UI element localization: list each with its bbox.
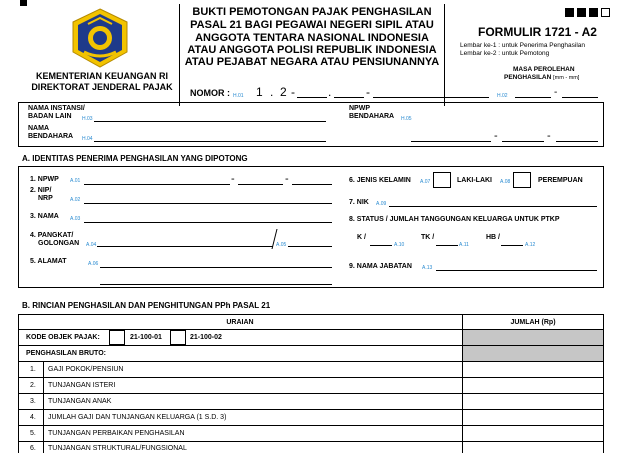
nama-field[interactable] — [84, 222, 332, 223]
npwp-bendahara-dash-2: - — [547, 130, 551, 142]
nama-bendahara-code: H.04 — [82, 136, 93, 142]
perempuan-label: PEREMPUAN — [538, 177, 583, 184]
kode-objek-label: KODE OBJEK PAJAK: — [26, 334, 100, 341]
status-k-code: A.10 — [394, 242, 405, 248]
row-6-label: TUNJANGAN STRUKTURAL/FUNGSIONAL — [48, 445, 187, 452]
nip-code: A.02 — [70, 197, 81, 203]
pangkat-field[interactable] — [97, 246, 273, 247]
lembar-1-note: Lembar ke-1 : untuk Penerima Penghasilan — [460, 42, 586, 49]
section-a-title: A. IDENTITAS PENERIMA PENGHASILAN YANG DIPOTONG — [22, 154, 248, 163]
nip-label-2: NRP — [38, 195, 53, 202]
nama-jabatan-code: A.13 — [422, 265, 433, 271]
npwp-field-3[interactable] — [292, 184, 332, 185]
npwp-code: A.01 — [70, 178, 81, 184]
nomor-digit-2: 2 — [280, 85, 287, 99]
npwp-label: 1. NPWP — [30, 176, 59, 183]
kode-21-100-02-checkbox[interactable] — [170, 330, 186, 345]
nomor-digit-1: 1 — [256, 85, 263, 99]
nomor-code: H.01 — [233, 93, 244, 99]
form-title-line-2: PASAL 21 BAGI PEGAWAI NEGERI SIPIL ATAU — [190, 19, 434, 31]
status-k-field[interactable] — [370, 245, 392, 246]
status-k-label: K / — [357, 234, 366, 241]
nama-jabatan-label: 9. NAMA JABATAN — [349, 263, 412, 270]
npwp-field-1[interactable] — [84, 184, 230, 185]
title-divider-right — [444, 4, 445, 106]
nama-instansi-label-2: BADAN LAIN — [28, 113, 72, 120]
npwp-dash-1: - — [231, 173, 235, 185]
status-hb-code: A.12 — [525, 242, 536, 248]
corner-marker-left — [20, 0, 27, 6]
row-2-number: 2. — [30, 382, 36, 389]
npwp-dash-2: - — [285, 173, 289, 185]
form-title-line-4: ATAU ANGGOTA POLISI REPUBLIK INDONESIA — [187, 44, 437, 56]
nama-instansi-code: H.03 — [82, 116, 93, 122]
nama-label: 3. NAMA — [30, 213, 59, 220]
laki-laki-label: LAKI-LAKI — [457, 177, 492, 184]
nomor-field-1[interactable] — [297, 97, 327, 98]
status-tk-label: TK / — [421, 234, 435, 241]
nomor-code-2: H.02 — [497, 93, 508, 99]
row-1-label: GAJI POKOK/PENSIUN — [48, 366, 124, 373]
kode-21-100-01-checkbox[interactable] — [109, 330, 125, 345]
row-4-label: JUMLAH GAJI DAN TUNJANGAN KELUARGA (1 S.D. 3) — [48, 414, 227, 421]
nama-instansi-label-1: NAMA INSTANSI/ — [28, 105, 85, 112]
npwp-bendahara-code: H.05 — [401, 116, 412, 122]
corner-marker-right-3 — [589, 8, 598, 17]
row-number-divider — [43, 361, 44, 453]
golongan-field[interactable] — [288, 246, 332, 247]
nama-jabatan-field[interactable] — [436, 270, 597, 271]
pangkat-code: A.04 — [86, 242, 97, 248]
status-tk-field[interactable] — [436, 245, 458, 246]
jenis-kelamin-label: 6. JENIS KELAMIN — [349, 177, 411, 184]
nama-bendahara-label-1: NAMA — [28, 125, 49, 132]
perempuan-checkbox[interactable] — [513, 172, 531, 188]
row-4-number: 4. — [30, 414, 36, 421]
status-tk-code: A.11 — [459, 242, 469, 248]
nik-code: A.09 — [376, 201, 387, 207]
row-3-rule — [18, 409, 604, 410]
row-2-label: TUNJANGAN ISTERI — [48, 382, 116, 389]
kode-21-100-02-label: 21-100-02 — [190, 334, 222, 341]
formulir-title: FORMULIR 1721 - A2 — [478, 25, 597, 39]
masa-perolehan-label: PENGHASILAN — [504, 74, 552, 81]
npwp-bendahara-field-3[interactable] — [556, 141, 598, 142]
pangkat-label-1: 4. PANGKAT/ — [30, 232, 74, 239]
laki-laki-code: A.08 — [500, 179, 511, 185]
corner-marker-right-2 — [577, 8, 586, 17]
col-jumlah-header: JUMLAH (Rp) — [510, 319, 556, 326]
npwp-field-2[interactable] — [238, 184, 283, 185]
pangkat-label-2: GOLONGAN — [38, 240, 80, 247]
nama-bendahara-label-2: BENDAHARA — [28, 133, 74, 140]
status-hb-field[interactable] — [501, 245, 523, 246]
row-6-number: 6. — [30, 445, 36, 452]
lembar-2-note: Lembar ke-2 : untuk Pemotong — [460, 50, 550, 57]
npwp-bendahara-field-2[interactable] — [502, 141, 544, 142]
corner-marker-right-4 — [601, 8, 610, 17]
nip-label-1: 2. NIP/ — [30, 187, 52, 194]
row-5-rule — [18, 441, 604, 442]
npwp-bendahara-label-2: BENDAHARA — [349, 113, 395, 120]
nik-field[interactable] — [389, 206, 597, 207]
nik-label: 7. NIK — [349, 199, 369, 206]
status-ptkp-label: 8. STATUS / JUMLAH TANGGUNGAN KELUARGA UNTUK PTKP — [349, 216, 560, 223]
status-hb-label: HB / — [486, 234, 500, 241]
row-2-rule — [18, 393, 604, 394]
masa-dash: - — [554, 87, 558, 98]
nip-field[interactable] — [84, 203, 332, 204]
masa-perolehan-format: [mm - mm] — [553, 75, 580, 81]
row-1-rule — [18, 377, 604, 378]
form-title-line-3: ANGGOTA TENTARA NASIONAL INDONESIA — [195, 32, 429, 44]
masa-field-1[interactable] — [515, 97, 551, 98]
jenis-kelamin-code: A.07 — [420, 179, 431, 185]
kode-21-100-01-label: 21-100-01 — [130, 334, 162, 341]
npwp-bendahara-label-1: NPWP — [349, 105, 370, 112]
penghasilan-bruto-label: PENGHASILAN BRUTO: — [26, 350, 106, 357]
nomor-field-3[interactable] — [373, 97, 489, 98]
nama-instansi-field[interactable] — [94, 121, 326, 122]
nomor-dash-1: - — [291, 85, 295, 99]
col-uraian-header: URAIAN — [226, 319, 254, 326]
golongan-code: A.05 — [276, 242, 287, 248]
nama-bendahara-field[interactable] — [94, 141, 326, 142]
bruto-jumlah-shaded — [463, 346, 603, 361]
npwp-bendahara-field-1[interactable] — [411, 141, 491, 142]
masa-field-2[interactable] — [562, 97, 598, 98]
kemenkeu-logo — [70, 8, 130, 68]
row-1-number: 1. — [30, 366, 36, 373]
alamat-field-1[interactable] — [100, 267, 332, 268]
form-title-line-5: ATAU PEJABAT NEGARA ATAU PENSIUNANNYA — [184, 56, 440, 68]
alamat-field-2[interactable] — [100, 284, 332, 285]
row-3-label: TUNJANGAN ANAK — [48, 398, 112, 405]
masa-perolehan-line-2 — [504, 74, 579, 81]
ministry-line-2: DIREKTORAT JENDERAL PAJAK — [31, 82, 173, 92]
form-title-line-1: BUKTI PEMOTONGAN PAJAK PENGHASILAN — [192, 6, 432, 18]
nomor-label: NOMOR : — [190, 88, 230, 98]
nomor-field-2[interactable] — [334, 97, 364, 98]
row-5-label: TUNJANGAN PERBAIKAN PENGHASILAN — [48, 430, 185, 437]
laki-laki-checkbox[interactable] — [433, 172, 451, 188]
row-3-number: 3. — [30, 398, 36, 405]
nama-code: A.03 — [70, 216, 81, 222]
npwp-bendahara-dash-1: - — [494, 130, 498, 142]
alamat-label: 5. ALAMAT — [30, 258, 67, 265]
bruto-row-rule — [18, 361, 604, 362]
row-4-rule — [18, 425, 604, 426]
masa-perolehan-line-1: MASA PEROLEHAN — [513, 66, 575, 73]
nomor-dot-2: . — [328, 85, 332, 99]
alamat-code: A.06 — [88, 261, 99, 267]
row-5-number: 5. — [30, 430, 36, 437]
corner-marker-right-1 — [565, 8, 574, 17]
kode-jumlah-shaded — [463, 330, 603, 345]
nomor-dash-2: - — [366, 85, 370, 99]
nomor-dot: . — [270, 85, 274, 99]
ministry-line-1: KEMENTERIAN KEUANGAN RI — [35, 71, 168, 81]
section-b-title: B. RINCIAN PENGHASILAN DAN PENGHITUNGAN PPh PASAL 21 — [22, 301, 271, 310]
